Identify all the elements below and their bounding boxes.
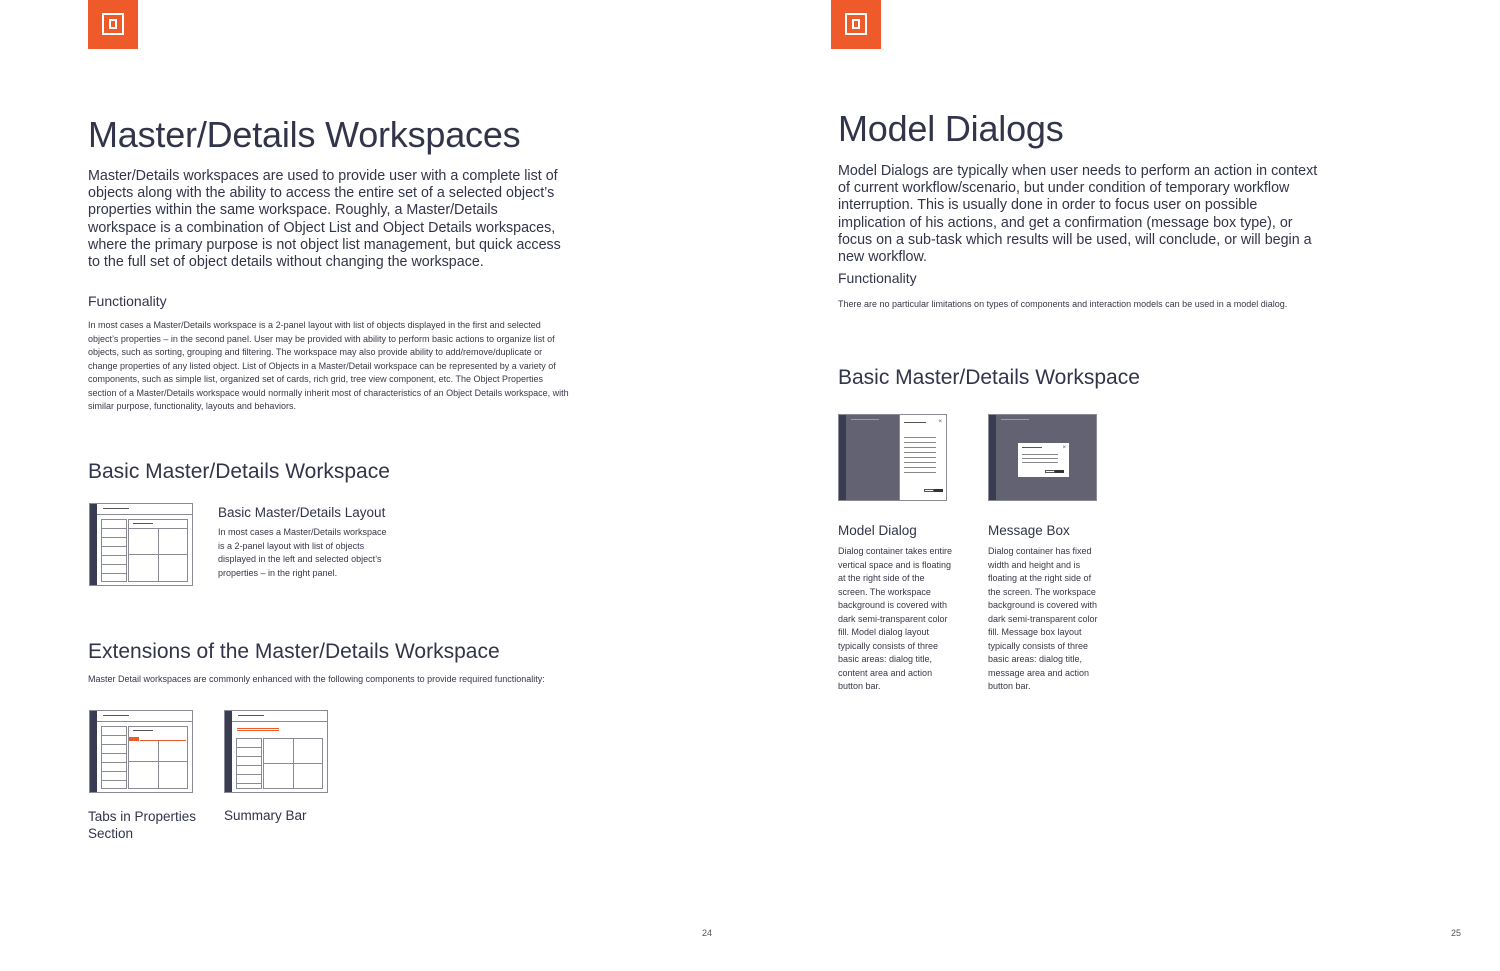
book-logo-icon bbox=[88, 0, 138, 49]
basic-layout-text: In most cases a Master/Details workspace is a 2-panel layout with list of objects displayed in the left and selected object’s properties – in the right panel. bbox=[218, 527, 387, 578]
functionality-text: In most cases a Master/Details workspace is a 2-panel layout with list of objects displayed in the first and selected object’s properties – in the second panel. User may be provided with ability to perform basic actions to organize list of objects, such as sorting, grouping and filtering. The workspace may also provide ability to add/remove/duplicate or change properties of any listed object. List of Objects in a Master/Detail workspace can be represented by a variety of components, such as simple list, organized set of cards, rich grid, tree view component, etc. The Object Properties section of a Master/Details workspace would normally inherit most of characteristics of an Object Details workspace, with similar purpose, functionality, layouts and behaviors. bbox=[88, 320, 569, 411]
page-title: Model Dialogs bbox=[838, 108, 1064, 149]
message-box-title: Message Box bbox=[988, 523, 1070, 538]
master-details-thumbnail bbox=[89, 503, 193, 586]
tabs-label: Tabs in Properties Section bbox=[88, 809, 197, 841]
functionality-heading: Functionality bbox=[838, 270, 917, 286]
model-dialog-title: Model Dialog bbox=[838, 523, 917, 538]
extensions-text: Master Detail workspaces are commonly enhanced with the following components to provide required functionality: bbox=[88, 674, 545, 684]
functionality-text: There are no particular limitations on types of components and interaction models can be used in a model dialog. bbox=[838, 299, 1288, 309]
summary-bar-thumbnail bbox=[224, 710, 328, 793]
intro-paragraph: Master/Details workspaces are used to provide user with a complete list of objects along with the ability to access the entire set of a selected object’s properties within the same workspace. Roughly, a Master/Details workspace is a combination of Object List and Object Details workspaces, where the primary purpose is not object list management, but quick access to the full set of object details without changing the workspace. bbox=[88, 168, 561, 271]
message-box-text: Dialog container has fixed width and height and is floating at the right side of the screen. The workspace background is covered with dark semi-transparent color fill. Message box layout typically consists of three basic areas: dialog title, message area and action button bar. bbox=[988, 546, 1098, 691]
basic-layout-title: Basic Master/Details Layout bbox=[218, 505, 386, 520]
basic-heading: Basic Master/Details Workspace bbox=[88, 460, 390, 483]
page-number: 25 bbox=[1451, 928, 1462, 938]
model-dialog-text: Dialog container takes entire vertical space and is floating at the right side of the screen. The workspace background is covered with dark semi-transparent color fill. Model dialog layout typically consists of three basic areas: dialog title, content area and action button bar. bbox=[838, 546, 953, 691]
model-dialog-thumbnail: × bbox=[838, 414, 947, 501]
summary-bar-label: Summary Bar bbox=[224, 808, 307, 823]
page-title: Master/Details Workspaces bbox=[88, 114, 521, 155]
book-logo-icon bbox=[831, 0, 881, 49]
basic-heading: Basic Master/Details Workspace bbox=[838, 366, 1140, 389]
message-box-thumbnail: × bbox=[988, 414, 1097, 501]
intro-paragraph: Model Dialogs are typically when user needs to perform an action in context of current workflow/scenario, but under condition of temporary workflow interruption. This is usually done in order to focus user on possible implication of his actions, and get a confirmation (message box type), or focus on a sub-task which results will be used, will conclude, or will begin a new workflow. bbox=[838, 163, 1318, 266]
extensions-heading: Extensions of the Master/Details Workspace bbox=[88, 640, 500, 663]
tabs-thumbnail bbox=[89, 710, 193, 793]
functionality-heading: Functionality bbox=[88, 293, 167, 309]
page-number: 24 bbox=[702, 928, 713, 938]
